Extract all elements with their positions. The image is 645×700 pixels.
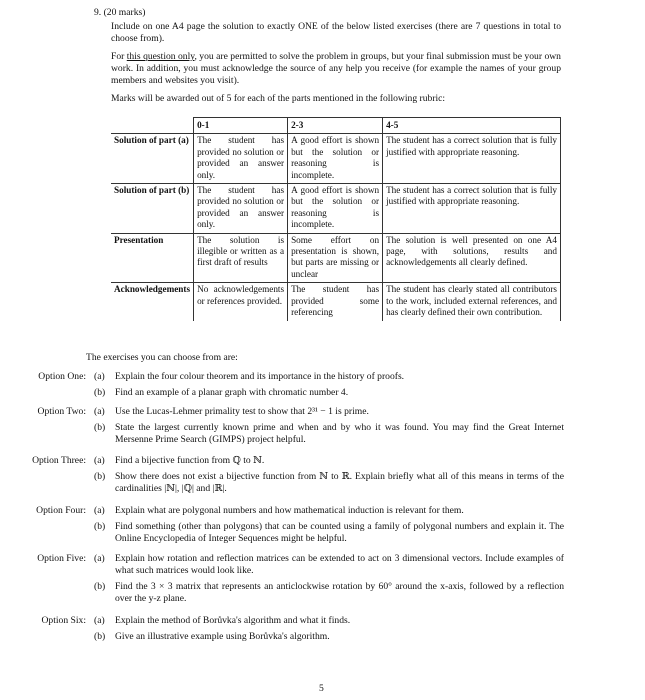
part-tag: (a) [94,505,105,516]
part-tag: (a) [94,553,105,564]
rubric-cell: The solution is illegible or written as a first draft of results [194,233,288,283]
option-label: Option Six: [41,615,86,626]
rubric-cell: The student has a correct solution that is fully justified with appropriate reasoning. [383,134,561,184]
part-tag: (a) [94,371,105,382]
part-tag: (b) [94,581,106,592]
option-part-b [94,387,564,399]
option-part-b [94,471,564,495]
part-text: Use the Lucas-Lehmer primality test to show that 2³¹ − 1 is prime. [115,406,369,417]
part-tag: (a) [94,406,105,417]
part-tag: (b) [94,631,106,642]
option-part-a [94,553,564,577]
option-part-b [94,521,564,545]
rubric-cell: The student has provided no solution or provided an answer only. [194,134,288,184]
rubric-row-solution-a [111,134,561,184]
group-work-text-end: , you are permitted to solve the problem in groups, but your final submission must be your own work. In addition, you must acknowledge the source of any help you receive (for example the names of your group members and websites you visit). [111,51,561,86]
group-work-text-start: For [111,51,127,62]
rubric-cell: The student has provided some referencing [288,283,383,321]
rubric-cell: Some effort on presentation is shown, but parts are missing or unclear [288,233,383,283]
part-text: Find something (other than polygons) that can be counted using a family of polygonal numbers and explain it. The Online Encyclopedia of Integer Sequences might be helpful. [115,521,564,544]
part-tag: (b) [94,521,106,532]
option-part-b [94,631,564,643]
option-label: Option Two: [37,406,86,417]
rubric-row-acknowledgements [111,283,561,321]
rubric-corner-cell [111,118,194,134]
rubric-row-label: Presentation [111,233,194,283]
rubric-table [111,117,561,321]
option-part-a [94,505,564,517]
page-number: 5 [319,683,324,694]
rubric-cell: The solution is well presented on one A4 page, with solutions, results and acknowledgements all clearly defined. [383,233,561,283]
rubric-header-row [111,118,561,134]
rubric-row-presentation [111,233,561,283]
option-label: Option Five: [37,553,86,564]
option-part-b [94,581,564,605]
part-text: Find a bijective function from ℚ to ℕ. [115,455,265,466]
part-tag: (b) [94,422,106,433]
part-tag: (b) [94,387,106,398]
rubric-cell: The student has clearly stated all contributors to the work, included external references, and has clearly defined their own contribution. [383,283,561,321]
rubric-cell: The student has provided no solution or provided an answer only. [194,184,288,234]
part-text: Explain the four colour theorem and its importance in the history of proofs. [115,371,405,382]
part-text: Explain how rotation and reflection matrices can be extended to act on 3 dimensional vectors. Include examples of what such matrices would look like. [115,553,564,576]
part-text: Show there does not exist a bijective function from ℕ to ℝ. Explain briefly what all of this means in terms of the cardinalities |ℕ|, |ℚ| and |ℝ|. [115,471,564,494]
option-part-b [94,422,564,446]
rubric-row-label: Solution of part (a) [111,134,194,184]
part-tag: (b) [94,471,106,482]
part-text: Find the 3 × 3 matrix that represents an anticlockwise rotation by 60° around the x-axis, followed by a reflection over the y-z plane. [115,581,564,604]
rubric-header-2-3: 2-3 [288,118,383,134]
rubric-row-label: Solution of part (b) [111,184,194,234]
exercises-intro: The exercises you can choose from are: [86,352,238,363]
option-part-a [94,455,564,467]
group-work-paragraph [111,51,561,87]
part-text: Give an illustrative example using Borůvka's algorithm. [115,631,330,642]
rubric-header-0-1: 0-1 [194,118,288,134]
part-text: Find an example of a planar graph with chromatic number 4. [115,387,349,398]
rubric-header-4-5: 4-5 [383,118,561,134]
rubric-row-solution-b [111,184,561,234]
option-part-a [94,615,564,627]
part-text: State the largest currently known prime and when and by who it was found. You may find the Great Internet Mersenne Prime Search (GIMPS) project helpful. [115,422,564,445]
rubric-cell: A good effort is shown but the solution or reasoning is incomplete. [288,134,383,184]
option-label: Option Three: [32,455,86,466]
underlined-phrase: this question only [126,51,195,62]
option-part-a [94,371,564,383]
option-label: Option One: [38,371,86,382]
rubric-row-label: Acknowledgements [111,283,194,321]
instructions-paragraph: Include on one A4 page the solution to exactly ONE of the below listed exercises (there are 7 questions in total to choose from). [111,21,561,44]
rubric-intro: Marks will be awarded out of 5 for each of the parts mentioned in the following rubric: [111,93,446,104]
rubric-cell: A good effort is shown but the solution or reasoning is incomplete. [288,184,383,234]
part-tag: (a) [94,455,105,466]
rubric-cell: The student has a correct solution that is fully justified with appropriate reasoning. [383,184,561,234]
option-part-a [94,406,564,418]
rubric-cell: No acknowledgements or references provided. [194,283,288,321]
option-label: Option Four: [36,505,86,516]
part-tag: (a) [94,615,105,626]
part-text: Explain what are polygonal numbers and how mathematical induction is relevant for them. [115,505,464,516]
question-heading: 9. (20 marks) [94,7,146,18]
part-text: Explain the method of Borůvka's algorithm and what it finds. [115,615,351,626]
